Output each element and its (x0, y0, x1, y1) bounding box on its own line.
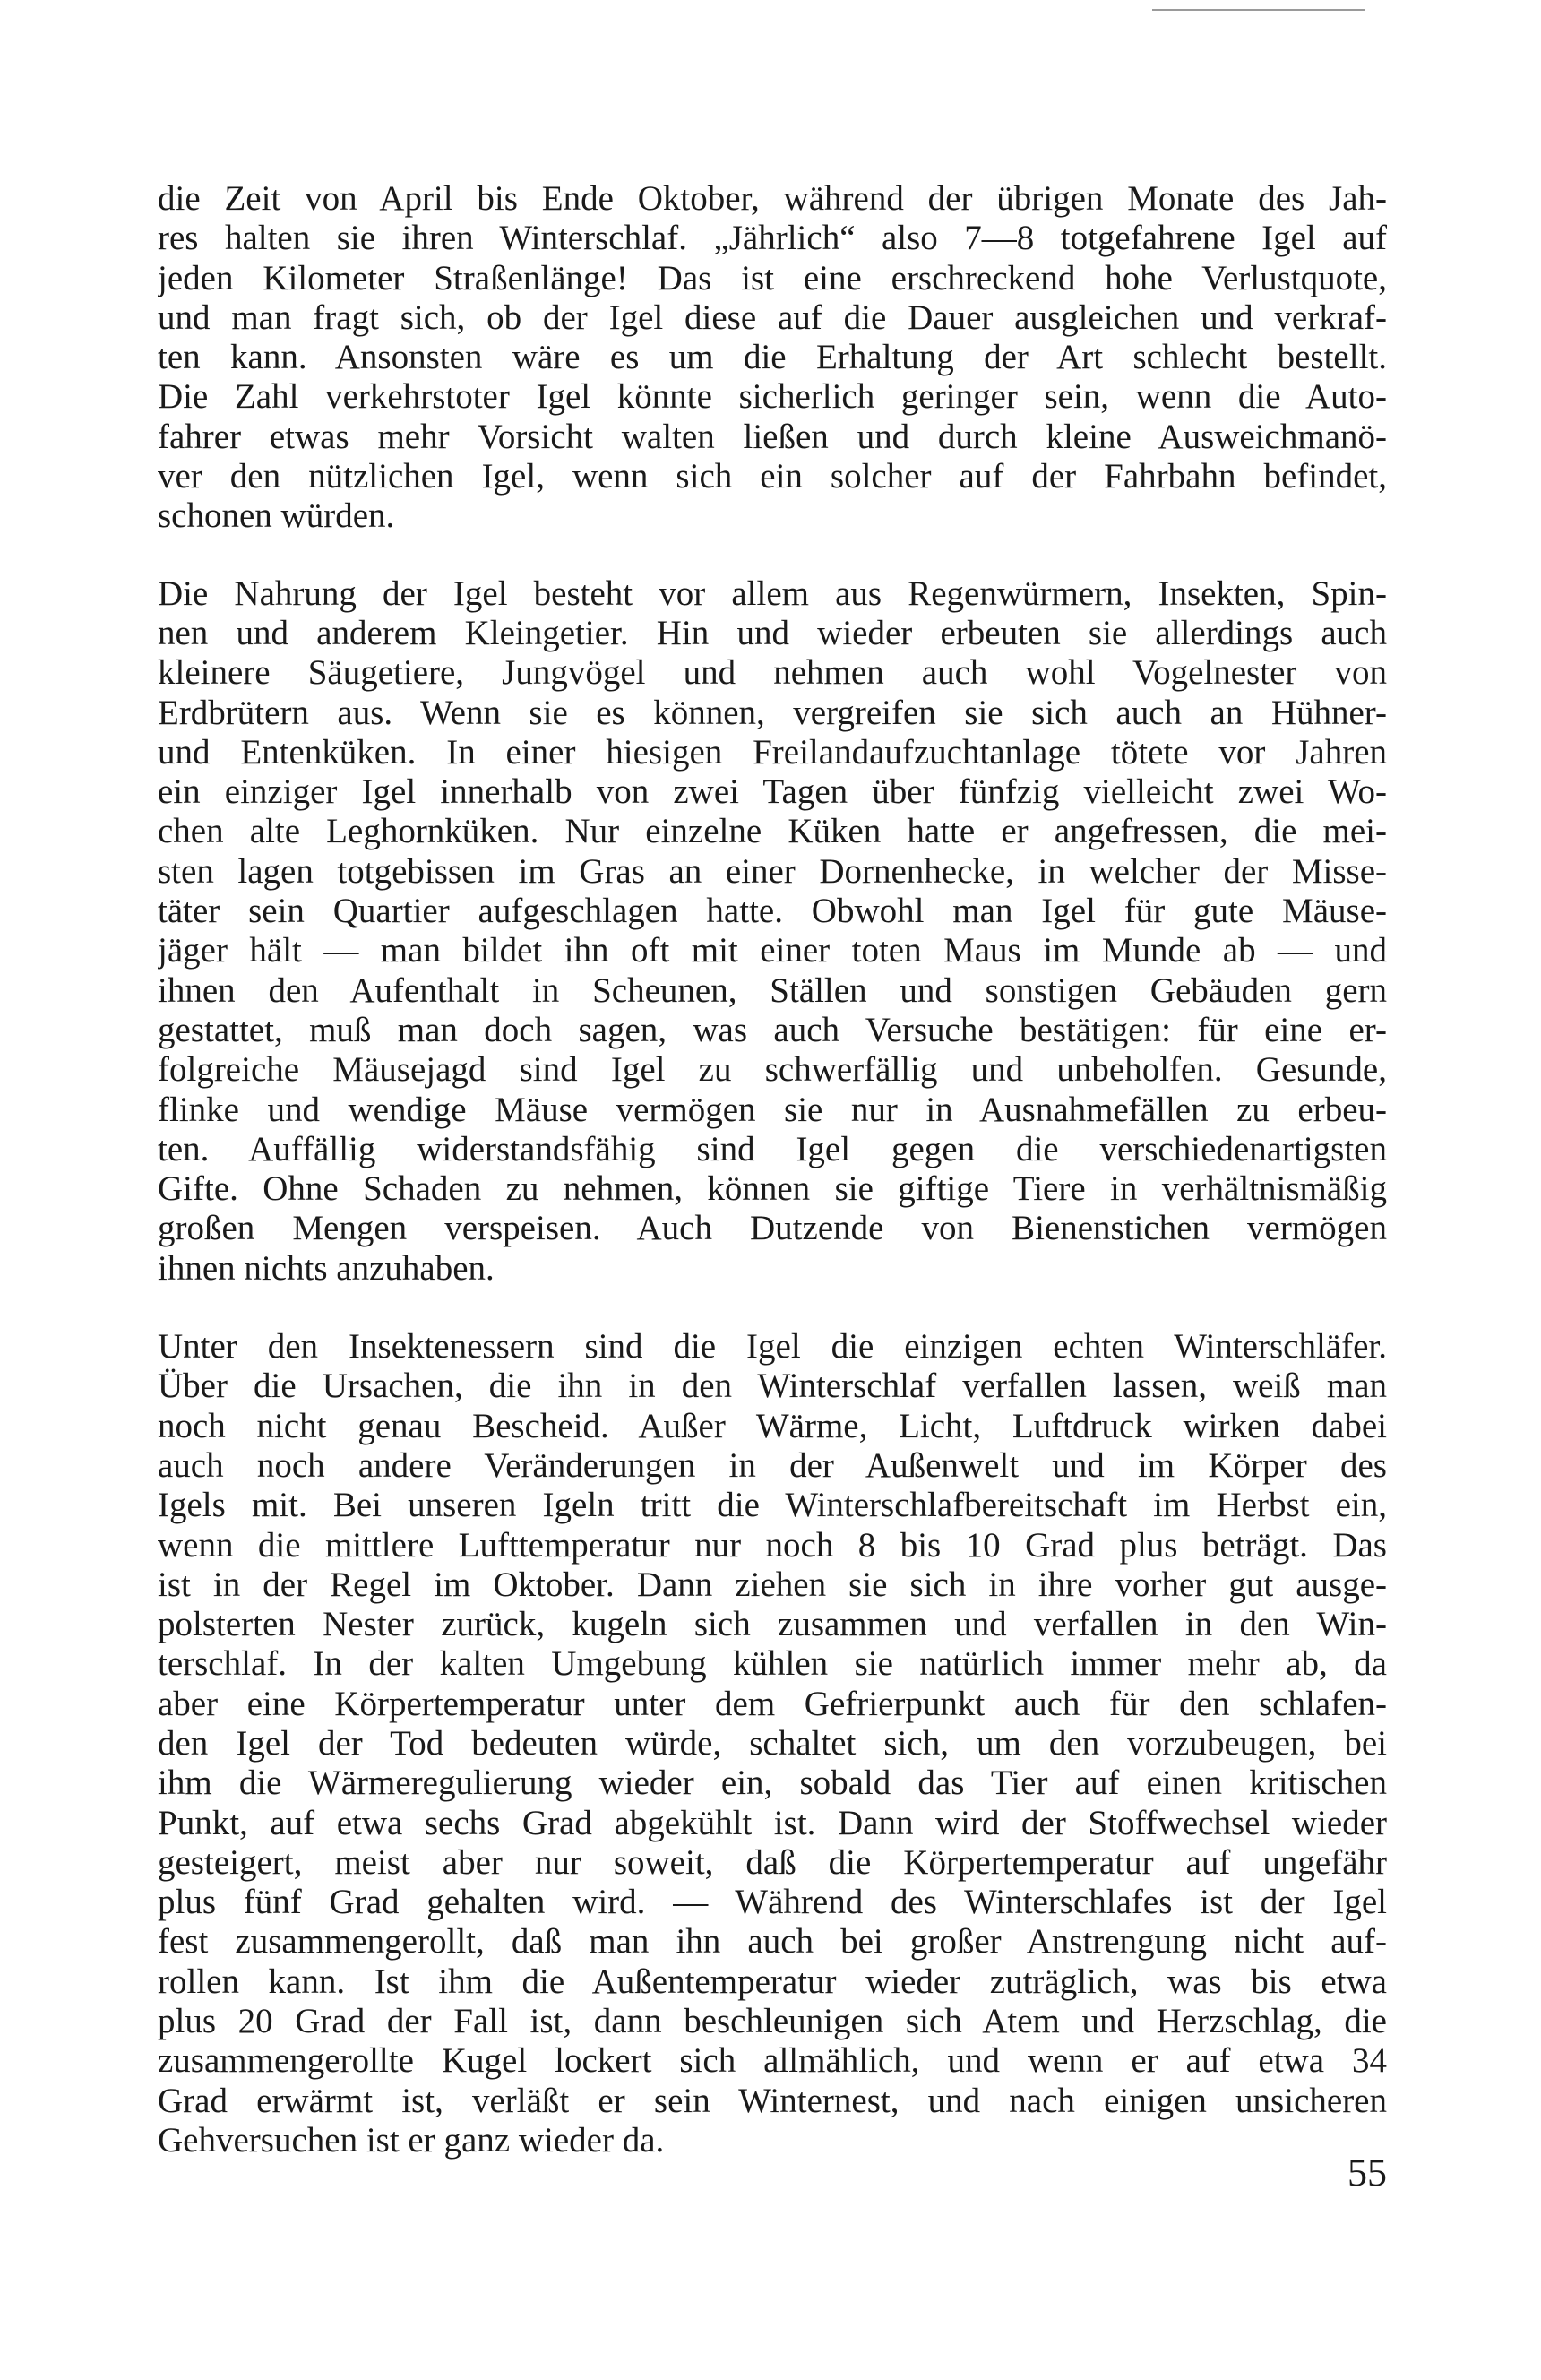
text-line: aber eine Körpertemperatur unter dem Gefrierpunkt auch für den schlafen- (158, 1684, 1387, 1723)
text-line: ver den nützlichen Igel, wenn sich ein solcher auf der Fahrbahn befindet, (158, 457, 1387, 496)
text-line: schonen würden. (158, 496, 395, 536)
text-line: großen Mengen verspeisen. Auch Dutzende von Bienenstichen vermögen (158, 1209, 1387, 1248)
text-line: Grad erwärmt ist, verläßt er sein Winternest, und nach einigen unsicheren (158, 2081, 1387, 2120)
text-line: auch noch andere Veränderungen in der Außenwelt und im Körper des (158, 1445, 1387, 1485)
text-line: gesteigert, meist aber nur soweit, daß die Körpertemperatur auf ungefähr (158, 1842, 1387, 1882)
text-line: noch nicht genau Bescheid. Außer Wärme, Licht, Luftdruck wirken dabei (158, 1406, 1387, 1445)
text-line: polsterten Nester zurück, kugeln sich zusammen und verfallen in den Win- (158, 1605, 1387, 1644)
text-line: Gehversuchen ist er ganz wieder da. (158, 2120, 665, 2160)
text-line: chen alte Leghornküken. Nur einzelne Küken hatte er angefressen, die mei- (158, 812, 1387, 851)
text-line: Gifte. Ohne Schaden zu nehmen, können sie giftige Tiere in verhältnismäßig (158, 1169, 1387, 1209)
text-line: jeden Kilometer Straßenlänge! Das ist eine erschreckend hohe Verlustquote, (158, 258, 1387, 298)
text-line: die Zeit von April bis Ende Oktober, während der übrigen Monate des Jah- (158, 179, 1387, 218)
text-line: fahrer etwas mehr Vorsicht walten ließen und durch kleine Ausweichmanö- (158, 417, 1387, 456)
text-line: plus 20 Grad der Fall ist, dann beschleunigen sich Atem und Herzschlag, die (158, 2002, 1387, 2041)
text-line: ten kann. Ansonsten wäre es um die Erhaltung der Art schlecht bestellt. (158, 338, 1387, 377)
text-line: sten lagen totgebissen im Gras an einer Dornenhecke, in welcher der Misse- (158, 851, 1387, 891)
body-text (158, 179, 1387, 2160)
text-line: nen und anderem Kleingetier. Hin und wieder erbeuten sie allerdings auch (158, 613, 1387, 652)
text-line: terschlaf. In der kalten Umgebung kühlen sie natürlich immer mehr ab, da (158, 1644, 1387, 1684)
text-line: rollen kann. Ist ihm die Außentemperatur wieder zuträglich, was bis etwa (158, 1962, 1387, 2001)
text-line: gestattet, muß man doch sagen, was auch Versuche bestätigen: für eine er- (158, 1010, 1387, 1049)
text-line: plus fünf Grad gehalten wird. — Während des Winterschlafes ist der Igel (158, 1883, 1387, 1922)
text-line: Die Zahl verkehrstoter Igel könnte sicherlich geringer sein, wenn die Auto- (158, 377, 1387, 417)
text-line: und man fragt sich, ob der Igel diese auf die Dauer ausgleichen und verkraf- (158, 298, 1387, 337)
text-line: ist in der Regel im Oktober. Dann ziehen sie sich in ihre vorher gut ausge- (158, 1565, 1387, 1604)
text-line: Punkt, auf etwa sechs Grad abgekühlt ist. Dann wird der Stoffwechsel wieder (158, 1803, 1387, 1842)
paragraph-3 (158, 1327, 1387, 2160)
text-line: ihm die Wärmeregulierung wieder ein, sobald das Tier auf einen kritischen (158, 1763, 1387, 1803)
text-line: ein einziger Igel innerhalb von zwei Tagen über fünfzig vielleicht zwei Wo- (158, 772, 1387, 812)
text-line: Über die Ursachen, die ihn in den Winterschlaf verfallen lassen, weiß man (158, 1367, 1387, 1406)
text-line: Igels mit. Bei unseren Igeln tritt die Winterschlafbereitschaft im Herbst ein, (158, 1486, 1387, 1525)
text-line: wenn die mittlere Lufttemperatur nur noch 8 bis 10 Grad plus beträgt. Das (158, 1525, 1387, 1565)
text-line: fest zusammengerollt, daß man ihn auch bei großer Anstrengung nicht auf- (158, 1922, 1387, 1962)
text-line: flinke und wendige Mäuse vermögen sie nur in Ausnahmefällen zu erbeu- (158, 1090, 1387, 1129)
top-edge-rule (1152, 9, 1365, 11)
text-line: jäger hält — man bildet ihn oft mit einer toten Maus im Munde ab — und (158, 931, 1387, 970)
paragraph-1 (158, 179, 1387, 537)
paragraph-2 (158, 574, 1387, 1289)
text-line: ten. Auffällig widerstandsfähig sind Igel gegen die verschiedenartigsten (158, 1129, 1387, 1168)
text-line: Unter den Insektenessern sind die Igel die einzigen echten Winterschläfer. (158, 1327, 1387, 1367)
text-line: ihnen nichts anzuhaben. (158, 1248, 495, 1288)
text-line: Die Nahrung der Igel besteht vor allem aus Regenwürmern, Insekten, Spin- (158, 573, 1387, 613)
text-line: den Igel der Tod bedeuten würde, schaltet sich, um den vorzubeugen, bei (158, 1723, 1387, 1763)
text-line: Erdbrütern aus. Wenn sie es können, vergreifen sie sich auch an Hühner- (158, 693, 1387, 732)
page-number: 55 (1347, 2151, 1387, 2195)
text-line: res halten sie ihren Winterschlaf. „Jährlich“ also 7—8 totgefahrene Igel auf (158, 219, 1387, 258)
text-line: zusammengerollte Kugel lockert sich allmählich, und wenn er auf etwa 34 (158, 2041, 1387, 2081)
text-line: folgreiche Mäusejagd sind Igel zu schwerfällig und unbeholfen. Gesunde, (158, 1050, 1387, 1090)
text-line: täter sein Quartier aufgeschlagen hatte. Obwohl man Igel für gute Mäuse- (158, 892, 1387, 931)
text-line: kleinere Säugetiere, Jungvögel und nehmen auch wohl Vogelnester von (158, 653, 1387, 693)
text-line: ihnen den Aufenthalt in Scheunen, Ställen und sonstigen Gebäuden gern (158, 970, 1387, 1010)
text-line: und Entenküken. In einer hiesigen Freilandaufzuchtanlage tötete vor Jahren (158, 732, 1387, 772)
